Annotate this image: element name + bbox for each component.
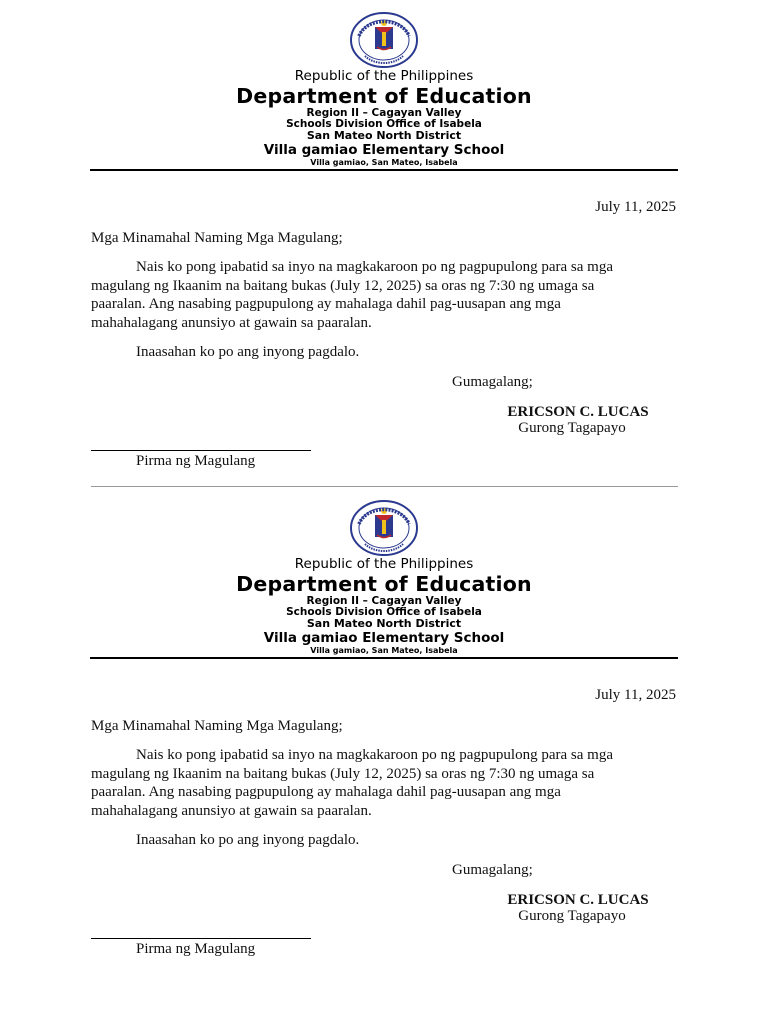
- letter-body: [91, 746, 681, 820]
- closing-line: Inaasahan ko po ang inyong pagdalo.: [136, 344, 360, 360]
- cut-separator: [91, 486, 678, 487]
- body-line: mahahalagang anunsiyo at gawain sa paaralan.: [91, 314, 372, 331]
- header-department: Department of Education: [236, 84, 532, 108]
- body-line: magulang ng Ikaanim na baitang bukas (July 12, 2025) sa oras ng 7:30 ng umaga sa: [91, 765, 595, 782]
- header-republic: Republic of the Philippines: [294, 68, 474, 84]
- header-school: Villa gamiao Elementary School: [263, 630, 505, 646]
- complimentary-close: Gumagalang;: [452, 374, 533, 390]
- header-division: Schools Division Office of Isabela: [286, 118, 482, 130]
- signatory-name: ERICSON C. LUCAS: [507, 892, 649, 908]
- body-line: paaralan. Ang nasabing pagpupulong ay mahalaga dahil pag-uusapan ang mga: [91, 784, 561, 800]
- header-divider: [90, 657, 678, 659]
- body-line: Nais ko pong ipabatid sa inyo na magkakaroon po ng pagpupulong para sa mga: [136, 747, 613, 763]
- body-line: paaralan. Ang nasabing pagpupulong ay mahalaga dahil pag-uusapan ang mga: [91, 296, 561, 312]
- header-divider: [90, 169, 678, 171]
- body-line: Nais ko pong ipabatid sa inyo na magkakaroon po ng pagpupulong para sa mga: [136, 259, 613, 275]
- closing-line: Inaasahan ko po ang inyong pagdalo.: [136, 832, 360, 848]
- header-address: Villa gamiao, San Mateo, Isabela: [310, 646, 458, 655]
- body-line: magulang ng Ikaanim na baitang bukas (July 12, 2025) sa oras ng 7:30 ng umaga sa: [91, 277, 595, 294]
- header-department: Department of Education: [236, 572, 532, 596]
- deped-seal-icon: [349, 12, 419, 68]
- complimentary-close: Gumagalang;: [452, 862, 533, 878]
- letter-date: July 11, 2025: [595, 687, 676, 703]
- salutation: Mga Minamahal Naming Mga Magulang;: [91, 718, 343, 734]
- header-district: San Mateo North District: [306, 617, 462, 630]
- salutation: Mga Minamahal Naming Mga Magulang;: [91, 230, 343, 246]
- body-line: mahahalagang anunsiyo at gawain sa paaralan.: [91, 802, 372, 819]
- parent-signature-label: Pirma ng Magulang: [136, 941, 256, 957]
- header-district: San Mateo North District: [306, 129, 462, 142]
- header-region: Region II – Cagayan Valley: [306, 107, 462, 119]
- signatory-title: Gurong Tagapayo: [518, 420, 626, 436]
- header-republic: Republic of the Philippines: [294, 556, 474, 572]
- parent-signature-line: [91, 938, 311, 939]
- signatory-title: Gurong Tagapayo: [518, 908, 626, 924]
- letter-body: [91, 258, 681, 332]
- parent-signature-line: [91, 450, 311, 451]
- letter-2: [0, 488, 768, 976]
- letter-date: July 11, 2025: [595, 199, 676, 215]
- header-division: Schools Division Office of Isabela: [286, 606, 482, 618]
- deped-seal-icon: [349, 500, 419, 556]
- parent-signature-label: Pirma ng Magulang: [136, 453, 256, 469]
- header-address: Villa gamiao, San Mateo, Isabela: [310, 158, 458, 167]
- header-region: Region II – Cagayan Valley: [306, 595, 462, 607]
- header-school: Villa gamiao Elementary School: [263, 142, 505, 158]
- signatory-name: ERICSON C. LUCAS: [507, 404, 649, 420]
- letter-1: [0, 0, 768, 488]
